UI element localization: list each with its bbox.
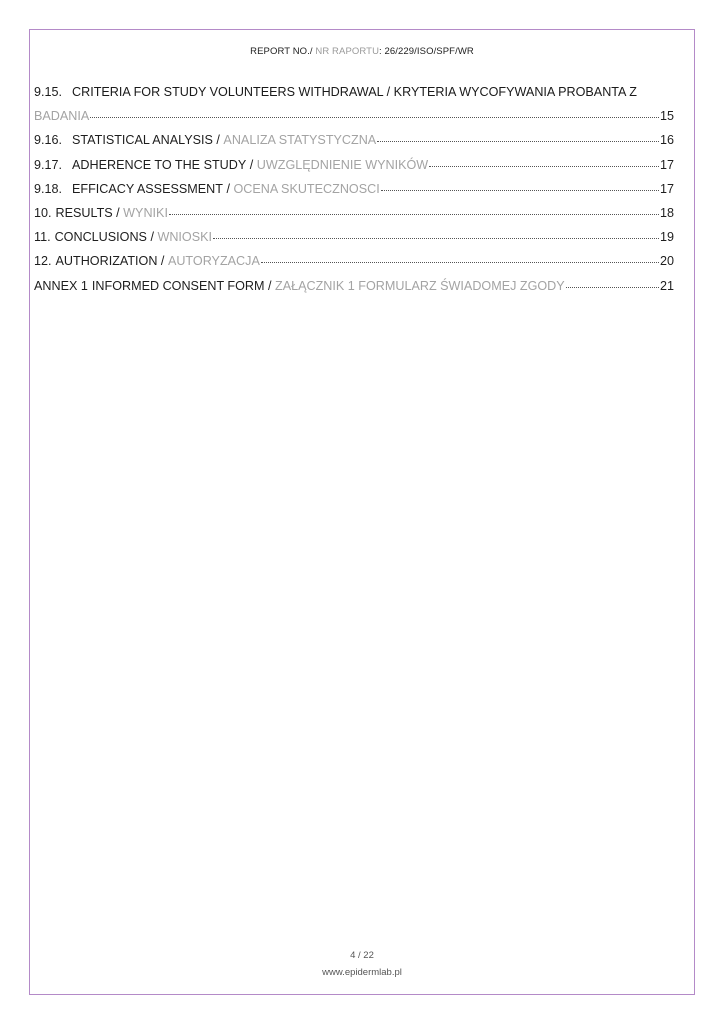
toc-separator: /	[146, 230, 158, 245]
toc-title-pl: ZAŁĄCZNIK 1 FORMULARZ ŚWIADOMEJ ZGODY	[275, 278, 565, 293]
toc-number: 12.	[34, 254, 52, 269]
toc-entry-11[interactable]	[34, 225, 674, 249]
toc-number: ANNEX 1	[34, 278, 88, 293]
report-number-header	[30, 46, 694, 57]
dot-leader	[377, 132, 659, 142]
page-frame	[29, 29, 695, 995]
toc-title-pl: WNIOSKI	[157, 230, 213, 245]
report-label-en: REPORT NO./	[250, 46, 313, 57]
toc-separator: /	[222, 181, 234, 196]
toc-page-number: 17	[659, 157, 674, 172]
toc-title-en: EFFICACY ASSESSMENT	[72, 181, 223, 196]
toc-title-en: AUTHORIZATION	[55, 254, 158, 269]
report-number: : 26/229/ISO/SPF/WR	[379, 46, 474, 57]
dot-leader	[566, 278, 659, 288]
toc-separator: /	[112, 206, 124, 221]
website-link[interactable]: www.epidermlab.pl	[322, 967, 402, 978]
toc-separator: /	[246, 157, 257, 172]
toc-number: 9.17.	[34, 157, 63, 172]
toc-title-en: STATISTICAL ANALYSIS	[72, 133, 213, 148]
toc-title-en: ADHERENCE TO THE STUDY	[72, 157, 247, 172]
page-indicator: 4 / 22	[350, 950, 374, 961]
toc-number: 9.18.	[34, 181, 63, 196]
toc-title-pl: WYNIKI	[123, 206, 168, 221]
toc-separator: /	[212, 133, 224, 148]
toc-page-number: 17	[659, 181, 674, 196]
toc-page-number: 21	[659, 278, 674, 293]
toc-separator: /	[383, 85, 394, 99]
toc-title-en: CRITERIA FOR STUDY VOLUNTEERS WITHDRAWAL	[72, 85, 384, 99]
toc-separator: /	[264, 278, 275, 293]
toc-title-pl: OCENA SKUTECZNOSCI	[233, 181, 380, 196]
toc-number: 9.16.	[34, 133, 63, 148]
toc-entry-annex-1[interactable]	[34, 274, 674, 298]
toc-entry-9-15-line2[interactable]	[34, 104, 674, 128]
toc-entry-9-16[interactable]	[34, 128, 674, 152]
dot-leader	[429, 157, 659, 167]
toc-title-en: INFORMED CONSENT FORM	[91, 278, 265, 293]
dot-leader	[261, 253, 659, 263]
table-of-contents	[34, 80, 674, 298]
toc-entry-12[interactable]	[34, 249, 674, 273]
toc-title-pl: ANALIZA STATYSTYCZNA	[223, 133, 377, 148]
toc-title-pl-continued: BADANIA	[34, 109, 90, 124]
toc-number: 9.15.	[34, 85, 63, 99]
toc-page-number: 20	[659, 254, 674, 269]
toc-page-number: 16	[659, 133, 674, 148]
toc-page-number: 18	[659, 206, 674, 221]
dot-leader	[381, 181, 659, 191]
toc-page-number: 15	[659, 109, 674, 124]
toc-separator: /	[157, 254, 168, 269]
report-label-pl: NR RAPORTU	[315, 46, 380, 57]
dot-leader	[90, 108, 659, 118]
toc-title-en: CONCLUSIONS	[54, 230, 147, 245]
toc-entry-10[interactable]	[34, 201, 674, 225]
toc-title-en: RESULTS	[55, 206, 113, 221]
toc-title-pl: KRYTERIA WYCOFYWANIA PROBANTA Z	[393, 85, 637, 99]
toc-title-pl: AUTORYZACJA	[167, 254, 260, 269]
toc-entry-9-17[interactable]	[34, 153, 674, 177]
toc-number: 10.	[34, 206, 52, 221]
dot-leader	[213, 229, 659, 239]
toc-entry-9-18[interactable]	[34, 177, 674, 201]
toc-entry-9-15-line1[interactable]	[34, 80, 674, 104]
dot-leader	[169, 205, 659, 215]
toc-page-number: 19	[659, 230, 674, 245]
toc-number: 11.	[34, 230, 51, 245]
toc-title-pl: UWZGLĘDNIENIE WYNIKÓW	[256, 157, 429, 172]
